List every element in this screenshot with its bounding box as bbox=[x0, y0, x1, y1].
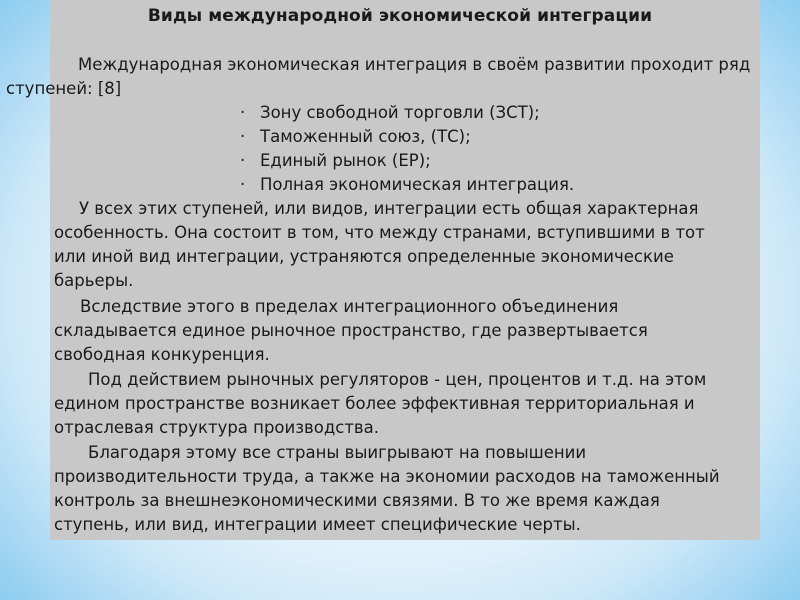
body-paragraph bbox=[54, 368, 706, 440]
paragraph-line: У всех этих ступеней, или видов, интеграции есть общая характерная bbox=[79, 199, 699, 218]
intro-line: ступеней: [8] bbox=[6, 79, 122, 98]
bullet-marker: · bbox=[240, 175, 246, 194]
slide-title: Виды международной экономической интеграции bbox=[147, 6, 653, 26]
list-item-text: Таможенный союз, (ТС); bbox=[260, 127, 471, 146]
paragraph-line: особенность. Она состоит в том, что между странами, вступившими в тот bbox=[54, 223, 705, 242]
paragraph-line: свободная конкуренция. bbox=[54, 345, 270, 364]
paragraph-line: ступень, или вид, интеграции имеет специфические черты. bbox=[54, 515, 581, 534]
list-item bbox=[240, 101, 574, 125]
list-item-text: Единый рынок (ЕР); bbox=[260, 151, 431, 170]
paragraph-line: Под действием рыночных регуляторов - цен, процентов и т.д. на этом bbox=[88, 370, 707, 389]
bullet-marker: · bbox=[240, 127, 246, 146]
paragraph-line: отраслевая структура производства. bbox=[54, 418, 380, 437]
list-item bbox=[240, 149, 574, 173]
paragraph-line: Благодаря этому все страны выигрывают на повышении bbox=[88, 443, 587, 462]
paragraph-line: Вследствие этого в пределах интеграционного объединения bbox=[80, 297, 619, 316]
paragraph-line: едином пространстве возникает более эффективная территориальная и bbox=[54, 394, 695, 413]
paragraph-line: контроль за внешнеэкономическими связями. В то же время каждая bbox=[54, 491, 660, 510]
paragraph-line: производительности труда, а также на экономии расходов на таможенный bbox=[54, 467, 720, 486]
list-item bbox=[240, 173, 574, 197]
list-item-text: Зону свободной торговли (ЗСТ); bbox=[260, 103, 540, 122]
body-paragraph bbox=[54, 441, 720, 537]
list-item-text: Полная экономическая интеграция. bbox=[260, 175, 575, 194]
bullet-marker: · bbox=[240, 103, 246, 122]
list-item bbox=[240, 125, 574, 149]
bullet-marker: · bbox=[240, 151, 246, 170]
stages-list bbox=[240, 101, 574, 197]
intro-line: Международная экономическая интеграция в своём развитии проходит ряд bbox=[78, 55, 751, 74]
intro-paragraph bbox=[6, 53, 751, 101]
paragraph-line: барьеры. bbox=[54, 271, 134, 290]
body-paragraph bbox=[54, 197, 705, 293]
paragraph-line: складывается единое рыночное пространство, где развертывается bbox=[54, 321, 648, 340]
paragraph-line: или иной вид интеграции, устраняются определенные экономические bbox=[54, 247, 674, 266]
body-paragraph bbox=[54, 295, 648, 367]
